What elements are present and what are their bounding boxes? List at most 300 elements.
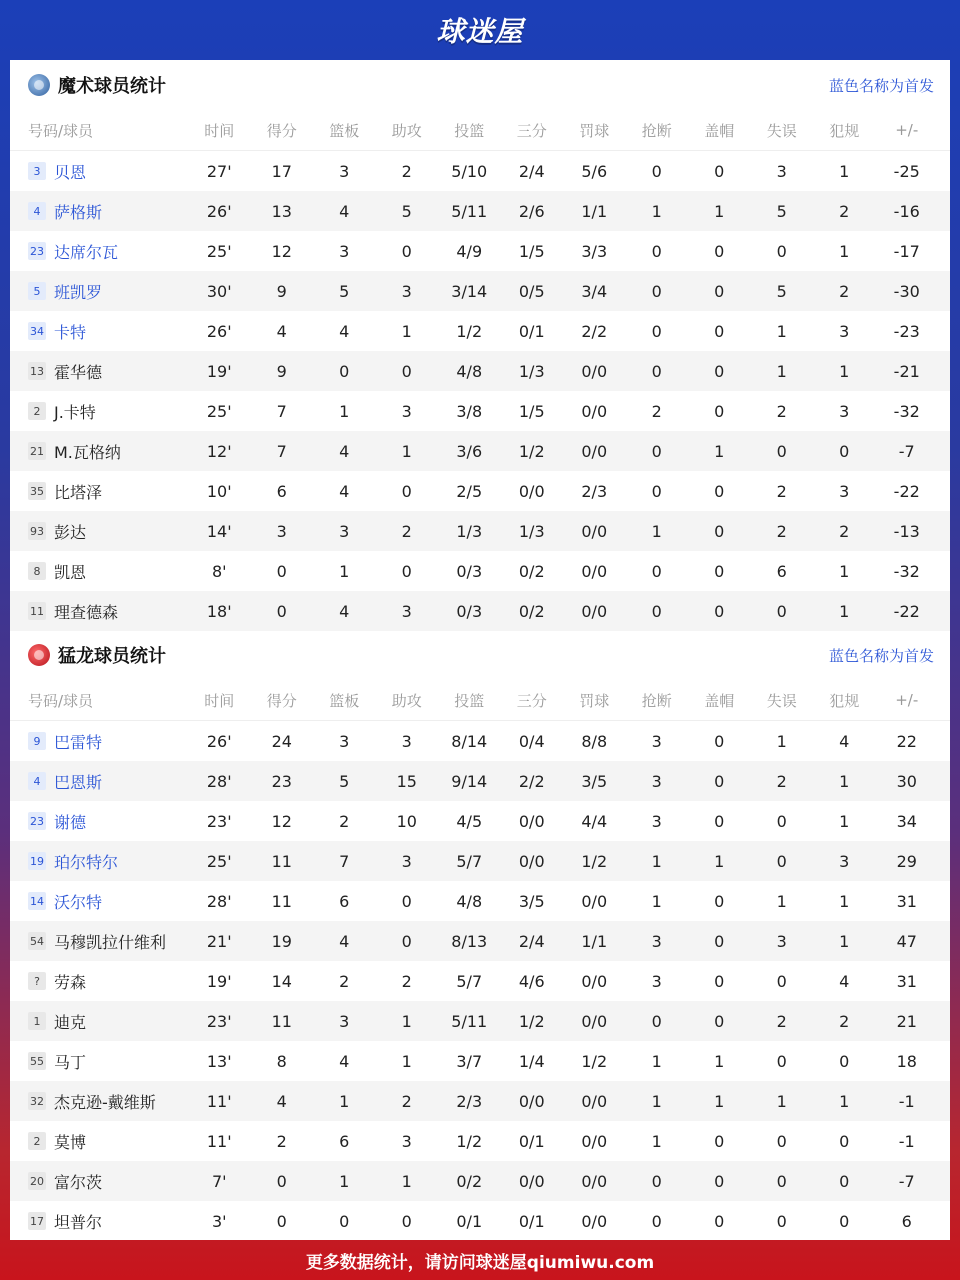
player-name[interactable]: 劳森 xyxy=(54,972,87,992)
column-header[interactable]: 罚球 xyxy=(579,121,610,140)
player-cell[interactable] xyxy=(10,360,188,383)
jersey-number: 54 xyxy=(28,932,46,950)
player-name[interactable]: 理查德森 xyxy=(54,602,119,622)
stat-cell: 2/6 xyxy=(518,201,545,221)
stat-cell: 0 xyxy=(714,971,725,991)
stat-cell: 5/11 xyxy=(451,201,488,221)
stat-cell: 12 xyxy=(271,241,292,261)
stat-cell: 0 xyxy=(401,561,412,581)
stat-cell: 1/3 xyxy=(456,521,483,541)
player-cell[interactable] xyxy=(10,200,188,223)
stat-cell: 4 xyxy=(839,731,850,751)
stat-cell: 1 xyxy=(651,851,662,871)
jersey-number: 17 xyxy=(28,1212,46,1230)
stat-cell: 3 xyxy=(651,811,662,831)
jersey-number: 11 xyxy=(28,602,46,620)
stat-cell: -22 xyxy=(893,481,920,501)
column-header[interactable]: 失误 xyxy=(766,691,797,710)
player-row[interactable] xyxy=(10,511,950,551)
stat-cell: 21' xyxy=(206,931,232,951)
stat-cell: 1 xyxy=(839,161,850,181)
team-title-text: 魔术球员统计 xyxy=(58,76,166,97)
stat-cell: 0 xyxy=(776,1171,787,1191)
stat-cell: 2 xyxy=(651,401,662,421)
stat-cell: 0 xyxy=(651,441,662,461)
stat-cell: 3 xyxy=(401,1131,412,1151)
player-row[interactable] xyxy=(10,271,950,311)
starter-note: 蓝色名称为首发 xyxy=(828,76,934,95)
column-header[interactable]: 失误 xyxy=(766,121,797,140)
stat-cell: 1 xyxy=(714,441,725,461)
stat-cell: 2/4 xyxy=(518,931,545,951)
player-row[interactable] xyxy=(10,1201,950,1241)
logo-highlight xyxy=(34,650,44,660)
stat-cell: 1 xyxy=(339,1091,350,1111)
player-name[interactable]: 马穆凯拉什维利 xyxy=(54,932,167,952)
stat-cell: 5 xyxy=(339,771,350,791)
player-cell[interactable] xyxy=(10,1130,188,1153)
column-header[interactable]: 抢断 xyxy=(641,691,672,710)
stat-cell: 26' xyxy=(206,321,232,341)
player-cell[interactable] xyxy=(10,770,188,793)
stat-cell: 0/0 xyxy=(581,1011,608,1031)
team-title xyxy=(28,642,166,668)
player-row[interactable] xyxy=(10,761,950,801)
stat-cell: 2 xyxy=(339,971,350,991)
stat-cell: 1 xyxy=(651,1131,662,1151)
stat-cell: 0/0 xyxy=(581,561,608,581)
jersey-number: 19 xyxy=(28,852,46,870)
column-header[interactable]: 投篮 xyxy=(454,121,485,140)
stat-cell: 0 xyxy=(276,601,287,621)
player-cell[interactable] xyxy=(10,1010,188,1033)
player-row[interactable] xyxy=(10,471,950,511)
stat-cell: 25' xyxy=(206,241,232,261)
stat-cell: 1 xyxy=(714,1091,725,1111)
player-cell[interactable] xyxy=(10,1210,188,1233)
stat-cell: 8/13 xyxy=(451,931,488,951)
player-cell[interactable] xyxy=(10,810,188,833)
stat-cell: 1 xyxy=(401,1171,412,1191)
stat-cell: 0/2 xyxy=(518,561,545,581)
stat-cell: -7 xyxy=(898,1171,915,1191)
stat-cell: 0/2 xyxy=(518,601,545,621)
stat-cell: 1/3 xyxy=(518,521,545,541)
player-cell[interactable] xyxy=(10,1050,188,1073)
stat-cell: 3/7 xyxy=(456,1051,483,1071)
stat-cell: 0 xyxy=(401,241,412,261)
column-header[interactable]: 三分 xyxy=(516,691,547,710)
jersey-number: 9 xyxy=(28,732,46,750)
stat-cell: 5/6 xyxy=(581,161,608,181)
stat-cell: 0 xyxy=(401,891,412,911)
column-header[interactable]: 盖帽 xyxy=(704,691,735,710)
stat-cell: 2 xyxy=(776,1011,787,1031)
player-row[interactable] xyxy=(10,1081,950,1121)
stat-cell: 28' xyxy=(206,891,232,911)
stat-cell: 25' xyxy=(206,401,232,421)
stat-cell: 13 xyxy=(271,201,292,221)
stat-cell: 25' xyxy=(206,851,232,871)
stat-cell: 0 xyxy=(651,241,662,261)
stat-cell: 1 xyxy=(401,1011,412,1031)
stat-cell: 4 xyxy=(339,441,350,461)
jersey-number: 93 xyxy=(28,522,46,540)
stat-cell: 4 xyxy=(339,201,350,221)
player-name[interactable]: 莫博 xyxy=(54,1132,87,1152)
jersey-number: 55 xyxy=(28,1052,46,1070)
stat-cell: -1 xyxy=(898,1091,915,1111)
column-header[interactable]: 号码/球员 xyxy=(28,691,94,710)
stat-cell: -16 xyxy=(893,201,920,221)
player-name[interactable]: 巴恩斯 xyxy=(54,772,103,792)
stat-cell: 14 xyxy=(271,971,292,991)
footer-banner[interactable]: 更多数据统计，请访问球迷屋qiumiwu.com xyxy=(305,1252,655,1273)
player-row[interactable] xyxy=(10,801,950,841)
stat-cell: 29 xyxy=(896,851,917,871)
stat-cell: 0/0 xyxy=(581,361,608,381)
stat-cell: 24 xyxy=(271,731,292,751)
stat-cell: 1 xyxy=(651,1091,662,1111)
stat-cell: 3 xyxy=(776,161,787,181)
stat-cell: 9 xyxy=(276,361,287,381)
stat-cell: 1 xyxy=(339,401,350,421)
column-header[interactable]: 犯规 xyxy=(829,691,860,710)
player-name[interactable]: 凯恩 xyxy=(54,562,87,582)
player-cell[interactable] xyxy=(10,160,188,183)
player-name[interactable]: 巴雷特 xyxy=(54,732,103,752)
jersey-number: 21 xyxy=(28,442,46,460)
player-name[interactable]: 卡特 xyxy=(54,322,87,342)
stat-cell: 0 xyxy=(839,1131,850,1151)
stat-cell: 11 xyxy=(271,891,292,911)
top-bar xyxy=(0,0,960,60)
player-row[interactable] xyxy=(10,551,950,591)
jersey-number: 35 xyxy=(28,482,46,500)
stat-cell: 7 xyxy=(339,851,350,871)
stat-cell: 9 xyxy=(276,281,287,301)
column-header[interactable]: 犯规 xyxy=(829,121,860,140)
stat-cell: 0/0 xyxy=(581,601,608,621)
stat-cell: 2 xyxy=(339,811,350,831)
stat-cell: 47 xyxy=(896,931,917,951)
stat-cell: 5 xyxy=(339,281,350,301)
player-cell[interactable] xyxy=(10,850,188,873)
player-name[interactable]: 比塔泽 xyxy=(54,482,103,502)
stat-cell: 1 xyxy=(714,201,725,221)
stat-cell: 1 xyxy=(839,891,850,911)
column-header[interactable]: 篮板 xyxy=(329,121,360,140)
player-cell[interactable] xyxy=(10,890,188,913)
stat-cell: 1 xyxy=(776,1091,787,1111)
player-name[interactable]: 富尔茨 xyxy=(54,1172,103,1192)
stat-cell: 0/1 xyxy=(518,321,545,341)
stat-cell: 0 xyxy=(276,1171,287,1191)
stat-cell: 0 xyxy=(714,811,725,831)
stat-cell: 4 xyxy=(276,321,287,341)
stat-cell: 0 xyxy=(339,1211,350,1231)
stat-cell: 12 xyxy=(271,811,292,831)
column-header[interactable]: 得分 xyxy=(266,121,297,140)
player-cell[interactable] xyxy=(10,240,188,263)
stat-cell: 6 xyxy=(901,1211,912,1231)
column-header[interactable]: 得分 xyxy=(266,691,297,710)
team-header xyxy=(10,630,950,680)
stat-cell: 1/5 xyxy=(518,241,545,261)
stat-cell: 0 xyxy=(839,1051,850,1071)
stat-cell: 2 xyxy=(839,201,850,221)
stat-cell: 3 xyxy=(339,521,350,541)
jersey-number: 2 xyxy=(28,1132,46,1150)
stat-cell: 1 xyxy=(401,441,412,461)
stat-cell: 3 xyxy=(839,851,850,871)
stat-cell: 0 xyxy=(776,441,787,461)
stat-cell: 0/0 xyxy=(581,1091,608,1111)
stat-cell: 4/9 xyxy=(456,241,483,261)
stat-cell: 0 xyxy=(776,1211,787,1231)
stats-panel xyxy=(10,60,950,1240)
starter-note: 蓝色名称为首发 xyxy=(828,646,934,665)
stat-cell: 0 xyxy=(714,771,725,791)
column-header[interactable]: 抢断 xyxy=(641,121,672,140)
player-name[interactable]: 杰克逊-戴维斯 xyxy=(54,1092,156,1112)
player-row[interactable] xyxy=(10,721,950,761)
stat-cell: 1 xyxy=(714,851,725,871)
column-header[interactable]: 助攻 xyxy=(391,121,422,140)
table-header-row xyxy=(10,680,950,721)
player-name[interactable]: 沃尔特 xyxy=(54,892,103,912)
stat-cell: 2 xyxy=(776,771,787,791)
column-header[interactable]: 时间 xyxy=(204,691,235,710)
stat-cell: 1/2 xyxy=(456,1131,483,1151)
stat-cell: 1 xyxy=(339,1171,350,1191)
stat-cell: -1 xyxy=(898,1131,915,1151)
player-row[interactable] xyxy=(10,1041,950,1081)
jersey-number: 4 xyxy=(28,202,46,220)
player-cell[interactable] xyxy=(10,320,188,343)
stat-cell: 1/2 xyxy=(518,441,545,461)
stat-cell: 0 xyxy=(776,811,787,831)
player-row[interactable] xyxy=(10,191,950,231)
column-header[interactable]: 盖帽 xyxy=(704,121,735,140)
stat-cell: 0 xyxy=(401,1211,412,1231)
player-row[interactable] xyxy=(10,231,950,271)
stat-cell: 0/0 xyxy=(581,401,608,421)
player-row[interactable] xyxy=(10,1001,950,1041)
stat-cell: 4 xyxy=(339,321,350,341)
jersey-number: 23 xyxy=(28,242,46,260)
player-cell[interactable] xyxy=(10,730,188,753)
column-header[interactable]: 时间 xyxy=(204,121,235,140)
stat-cell: 0/0 xyxy=(518,811,545,831)
stat-cell: 2/3 xyxy=(581,481,608,501)
stat-cell: 6 xyxy=(339,1131,350,1151)
player-row[interactable] xyxy=(10,431,950,471)
stat-cell: 0 xyxy=(651,1211,662,1231)
player-row[interactable] xyxy=(10,311,950,351)
stat-cell: 1 xyxy=(714,1051,725,1071)
player-cell[interactable] xyxy=(10,280,188,303)
stat-cell: 26' xyxy=(206,201,232,221)
player-name[interactable]: 萨格斯 xyxy=(54,202,103,222)
player-name[interactable]: M.瓦格纳 xyxy=(54,442,121,462)
player-row[interactable] xyxy=(10,351,950,391)
player-name[interactable]: 谢德 xyxy=(54,812,87,832)
jersey-number: 4 xyxy=(28,772,46,790)
column-header[interactable]: 罚球 xyxy=(579,691,610,710)
stat-cell: 1/4 xyxy=(518,1051,545,1071)
stat-cell: 11' xyxy=(206,1091,232,1111)
player-name[interactable]: 达席尔瓦 xyxy=(54,242,119,262)
stat-cell: 2/3 xyxy=(456,1091,483,1111)
column-header[interactable]: +/- xyxy=(895,691,919,709)
stat-cell: 0 xyxy=(401,931,412,951)
stat-cell: 14' xyxy=(206,521,232,541)
player-name[interactable]: 霍华德 xyxy=(54,362,103,382)
player-name[interactable]: 马丁 xyxy=(54,1052,87,1072)
player-cell[interactable] xyxy=(10,970,188,993)
stat-cell: 18 xyxy=(896,1051,917,1071)
stat-cell: 4/5 xyxy=(456,811,483,831)
stat-cell: 3 xyxy=(339,1011,350,1031)
stat-cell: -21 xyxy=(893,361,920,381)
stat-cell: 0 xyxy=(401,361,412,381)
stat-cell: 1/2 xyxy=(456,321,483,341)
stat-cell: 5 xyxy=(776,281,787,301)
jersey-number: 34 xyxy=(28,322,46,340)
column-header[interactable]: 篮板 xyxy=(329,691,360,710)
player-name[interactable]: 贝恩 xyxy=(54,162,87,182)
stat-cell: 0 xyxy=(714,1171,725,1191)
logo-highlight xyxy=(34,80,44,90)
stat-cell: 1 xyxy=(339,561,350,581)
stat-cell: 2/5 xyxy=(456,481,483,501)
player-cell[interactable] xyxy=(10,1170,188,1193)
site-logo[interactable]: 球迷屋 xyxy=(436,15,524,48)
stat-cell: 23' xyxy=(206,811,232,831)
stat-cell: 0 xyxy=(714,281,725,301)
stat-cell: 1 xyxy=(401,321,412,341)
stat-cell: 0 xyxy=(839,1211,850,1231)
stat-cell: 10 xyxy=(396,811,417,831)
player-name[interactable]: J.卡特 xyxy=(54,402,96,422)
player-name[interactable]: 坦普尔 xyxy=(54,1212,103,1232)
player-name[interactable]: 迪克 xyxy=(54,1012,87,1032)
stat-cell: -32 xyxy=(893,561,920,581)
stat-cell: 26' xyxy=(206,731,232,751)
stat-cell: 5 xyxy=(401,201,412,221)
jersey-number: 2 xyxy=(28,402,46,420)
player-row[interactable] xyxy=(10,1121,950,1161)
stat-cell: 3' xyxy=(211,1211,227,1231)
player-row[interactable] xyxy=(10,961,950,1001)
stat-cell: 9/14 xyxy=(451,771,488,791)
jersey-number: 20 xyxy=(28,1172,46,1190)
stat-cell: 4 xyxy=(339,601,350,621)
stat-cell: 0/0 xyxy=(518,481,545,501)
stat-cell: 10' xyxy=(206,481,232,501)
player-cell[interactable] xyxy=(10,930,188,953)
stat-cell: 0 xyxy=(714,891,725,911)
stat-cell: 31 xyxy=(896,891,917,911)
stat-cell: 1 xyxy=(839,811,850,831)
player-cell[interactable] xyxy=(10,600,188,623)
column-header[interactable]: 号码/球员 xyxy=(28,121,94,140)
player-cell[interactable] xyxy=(10,400,188,423)
player-cell[interactable] xyxy=(10,560,188,583)
column-header[interactable]: 投篮 xyxy=(454,691,485,710)
player-row[interactable] xyxy=(10,591,950,631)
stat-cell: 0 xyxy=(776,971,787,991)
stat-cell: 11 xyxy=(271,1011,292,1031)
stat-cell: 0/0 xyxy=(581,971,608,991)
stat-cell: 0 xyxy=(714,1011,725,1031)
stat-cell: 0 xyxy=(776,241,787,261)
player-row[interactable] xyxy=(10,841,950,881)
stat-cell: 1/2 xyxy=(581,851,608,871)
player-cell[interactable] xyxy=(10,1090,188,1113)
player-row[interactable] xyxy=(10,1161,950,1201)
stat-cell: 3 xyxy=(401,401,412,421)
player-row[interactable] xyxy=(10,881,950,921)
stat-cell: -17 xyxy=(893,241,920,261)
stat-cell: 1 xyxy=(776,891,787,911)
stat-cell: 4/8 xyxy=(456,361,483,381)
stat-cell: 8/14 xyxy=(451,731,488,751)
stat-cell: 34 xyxy=(896,811,917,831)
stat-cell: 2/2 xyxy=(581,321,608,341)
stat-cell: 4 xyxy=(339,481,350,501)
stat-cell: 4/6 xyxy=(518,971,545,991)
stat-cell: 0 xyxy=(401,481,412,501)
stat-cell: 0 xyxy=(651,321,662,341)
stat-cell: 5/11 xyxy=(451,1011,488,1031)
player-cell[interactable] xyxy=(10,520,188,543)
column-header[interactable]: 三分 xyxy=(516,121,547,140)
column-header[interactable]: 助攻 xyxy=(391,691,422,710)
stat-cell: 3/3 xyxy=(581,241,608,261)
stat-cell: 3 xyxy=(839,481,850,501)
stat-cell: 1 xyxy=(401,1051,412,1071)
stat-cell: 1/2 xyxy=(581,1051,608,1071)
jersey-number: 8 xyxy=(28,562,46,580)
player-row[interactable] xyxy=(10,151,950,191)
player-cell[interactable] xyxy=(10,440,188,463)
player-name[interactable]: 珀尔特尔 xyxy=(54,852,119,872)
stat-cell: 5/7 xyxy=(456,851,483,871)
stat-cell: 0 xyxy=(651,281,662,301)
stat-cell: 0/0 xyxy=(581,1211,608,1231)
player-cell[interactable] xyxy=(10,480,188,503)
player-name[interactable]: 彭达 xyxy=(54,522,87,542)
stat-cell: 2 xyxy=(776,401,787,421)
stat-cell: 0 xyxy=(714,361,725,381)
player-row[interactable] xyxy=(10,391,950,431)
stat-cell: 0 xyxy=(276,561,287,581)
stat-cell: 4/8 xyxy=(456,891,483,911)
stat-cell: 0 xyxy=(651,561,662,581)
stat-cell: 3/14 xyxy=(451,281,488,301)
player-name[interactable]: 班凯罗 xyxy=(54,282,103,302)
column-header[interactable]: +/- xyxy=(895,121,919,139)
stat-cell: 3 xyxy=(401,281,412,301)
stat-cell: 0 xyxy=(714,601,725,621)
stat-cell: 3 xyxy=(776,931,787,951)
stat-cell: 0/5 xyxy=(518,281,545,301)
stat-cell: 3 xyxy=(839,321,850,341)
stat-cell: 3/4 xyxy=(581,281,608,301)
player-row[interactable] xyxy=(10,921,950,961)
